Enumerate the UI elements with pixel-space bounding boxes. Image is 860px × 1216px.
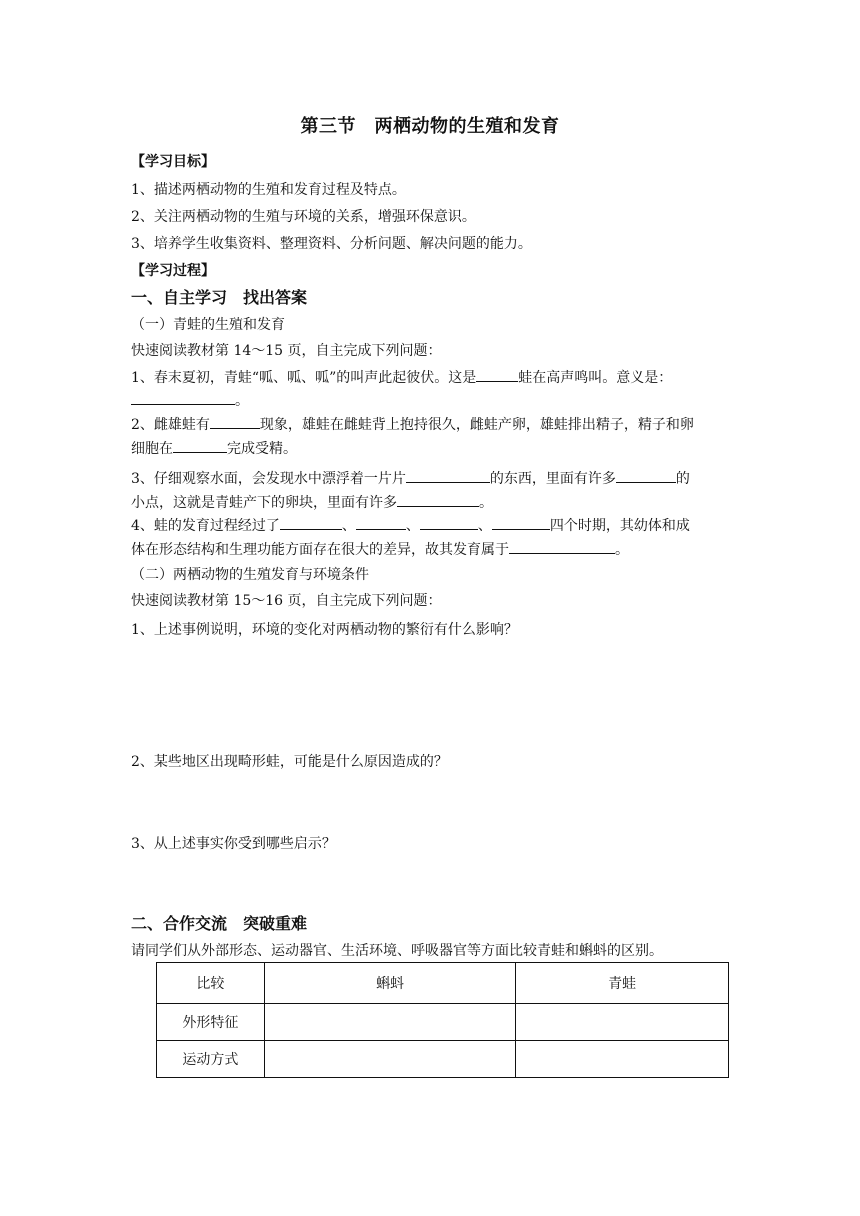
table-cell[interactable] <box>264 1041 516 1078</box>
instruction-2: 快速阅读教材第 15～16 页，自主完成下列问题： <box>131 593 442 609</box>
table-header-cell: 比较 <box>157 963 265 1004</box>
table-cell[interactable] <box>516 1041 729 1078</box>
answer-blank[interactable] <box>616 468 676 483</box>
goal-item: 1、描述两栖动物的生殖和发育过程及特点。 <box>131 182 406 198</box>
process-header: 【学习过程】 <box>131 263 215 279</box>
answer-blank[interactable] <box>420 515 478 530</box>
table-header-cell: 蝌蚪 <box>264 963 516 1004</box>
essay-question-1: 1、上述事例说明，环境的变化对两栖动物的繁衍有什么影响？ <box>131 622 518 638</box>
essay-question-3: 3、从上述事实你受到哪些启示？ <box>131 836 336 852</box>
answer-blank[interactable] <box>476 367 518 382</box>
subsection-title-2: （二）两栖动物的生殖发育与环境条件 <box>131 567 369 583</box>
question-3-cont: 小点，这就是青蛙产下的卵块，里面有许多 。 <box>131 492 493 513</box>
section-heading-2: 二、合作交流 突破重难 <box>131 914 308 933</box>
goal-item: 3、培养学生收集资料、整理资料、分析问题、解决问题的能力。 <box>131 236 532 252</box>
table-row <box>157 1004 729 1041</box>
answer-blank[interactable] <box>397 492 479 507</box>
goals-header: 【学习目标】 <box>131 154 215 170</box>
comparison-table <box>156 962 729 1078</box>
question-1: 1、春末夏初，青蛙“呱、呱、呱”的叫声此起彼伏。这是 蛙在高声鸣叫。意义是： <box>131 367 672 388</box>
instruction-1: 快速阅读教材第 14～15 页，自主完成下列问题： <box>131 343 442 359</box>
answer-blank[interactable] <box>406 468 490 483</box>
page-title: 第三节 两栖动物的生殖和发育 <box>300 116 560 137</box>
answer-blank[interactable] <box>492 515 550 530</box>
answer-blank[interactable] <box>509 539 615 554</box>
essay-question-2: 2、某些地区出现畸形蛙，可能是什么原因造成的？ <box>131 754 448 770</box>
table-cell: 外形特征 <box>157 1004 265 1041</box>
question-4: 4、蛙的发育过程经过了 、 、 、 四个时期，其幼体和成 <box>131 515 690 536</box>
question-4-cont: 体在形态结构和生理功能方面存在很大的差异，故其发育属于 。 <box>131 539 629 560</box>
table-cell[interactable] <box>264 1004 516 1041</box>
table-cell[interactable] <box>516 1004 729 1041</box>
question-2: 2、雌雄蛙有 现象，雄蛙在雌蛙背上抱持很久，雌蛙产卵，雄蛙排出精子，精子和卵 <box>131 414 694 435</box>
question-3: 3、仔细观察水面，会发现水中漂浮着一片片 的东西，里面有许多 的 <box>131 468 690 489</box>
answer-blank[interactable] <box>280 515 342 530</box>
instruction-3: 请同学们从外部形态、运动器官、生活环境、呼吸器官等方面比较青蛙和蝌蚪的区别。 <box>131 943 663 959</box>
table-cell: 运动方式 <box>157 1041 265 1078</box>
answer-blank[interactable] <box>210 414 260 429</box>
answer-blank[interactable] <box>173 438 227 453</box>
table-row <box>157 1041 729 1078</box>
answer-blank[interactable] <box>356 515 406 530</box>
question-1-cont: 。 <box>131 390 249 411</box>
table-header-cell: 青蛙 <box>516 963 729 1004</box>
table-header-row <box>157 963 729 1004</box>
answer-blank[interactable] <box>131 390 235 405</box>
goal-item: 2、关注两栖动物的生殖与环境的关系，增强环保意识。 <box>131 209 476 225</box>
section-heading-1: 一、自主学习 找出答案 <box>131 288 308 307</box>
subsection-title-1: （一）青蛙的生殖和发育 <box>131 317 285 333</box>
question-2-cont: 细胞在 完成受精。 <box>131 438 297 459</box>
